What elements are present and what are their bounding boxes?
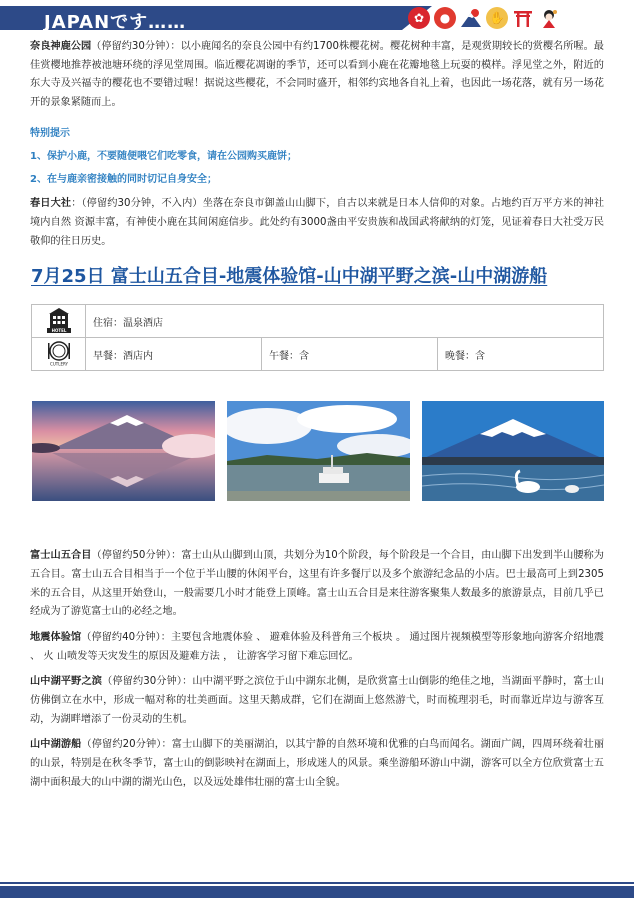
section-stay: （停留约40分钟）： — [81, 632, 172, 643]
header-icon-strip — [408, 4, 560, 32]
cutlery-icon — [45, 339, 73, 367]
daruma-icon: ● — [434, 7, 456, 29]
hotel-icon-label: HOTEL — [51, 327, 66, 333]
breakfast-cell: 早餐：酒店内 — [86, 338, 262, 371]
section-fuji-5th-station — [30, 547, 604, 622]
section-yamanaka-hirano — [30, 673, 604, 729]
lunch-cell: 午餐：含 — [262, 338, 438, 371]
section-yamanaka-cruise — [30, 736, 604, 792]
section-text: 主要包含地震体验 、 避难体验及科普角三个板块 。 通过图片视频模型等形象地向游客介绍地震 、 火 山喷发等天灾发生的原因及避难方法 ， 让游客学习留下难忘回忆。 — [30, 632, 604, 662]
section-stay: （停留约30分钟）： — [102, 676, 193, 687]
kasuga-paragraph — [30, 195, 604, 251]
nara-text: 以小鹿闻名的奈良公园中有约1700株樱花树。樱花树种丰富，是观赏期较长的赏樱名所喔。最佳赏樱地推荐被池塘环绕的浮见堂周围。临近樱花凋谢的季节，还可以看到小鹿在花瓣地毯上玩耍的模样。浮见堂之外，附近的东大寺及兴福寺的樱花也不要错过喔！据说这些樱花，不会同时盛开，相邻约宾地各自礼上着，也因此一场花落，就有另一场花开的景象紧随而上。 — [30, 41, 604, 108]
footer-line — [0, 882, 634, 884]
tips-title: 特别提示 — [30, 128, 70, 140]
meal-icon-cell — [32, 338, 86, 371]
header-title: JAPANです…… — [44, 12, 187, 33]
section-text: 山中湖平野之滨位于山中湖东北侧，是欣赏富士山倒影的绝佳之地，当湖面平静时，富士山仿佛倒立在水中，形成一幅对称的壮美画面。这里天鹅成群，它们在湖面上悠然游弋，时而梳理羽毛，时而靠近岸边与游客互动，为湖畔增添了一份灵动的生机。 — [30, 676, 605, 725]
section-earthquake-museum — [30, 629, 604, 667]
kasuga-stay: ：（停留约30分钟，不入内） — [71, 198, 203, 210]
section-stay: （停留约20分钟）： — [81, 739, 172, 750]
hotel-cell: 住宿：温泉酒店 — [86, 305, 604, 338]
section-name: 山中湖平野之滨 — [30, 676, 103, 687]
cutlery-icon-label: CUTLERY — [49, 361, 68, 366]
day-title: 7月25日 富士山五合目-地震体验馆-山中湖平野之滨-山中湖游船 — [31, 266, 548, 287]
torii-icon — [512, 7, 534, 29]
photo-fuji-reflection — [32, 401, 215, 501]
section-text: 富士山脚下的美丽湖泊，以其宁静的自然环境和优雅的白鸟而闻名。湖面广阔，四周环绕着壮丽的山景，特别是在秋冬季节，富士山的倒影映衬在湖面上，形成迷人的风景。乘坐游船环游山中湖，游客可以全方位欣赏富士五湖中面积最大的山中湖的湖光山色，以及远处雄伟壮丽的富士山全貌。 — [30, 739, 605, 788]
hotel-row — [32, 305, 604, 338]
nara-paragraph — [30, 38, 604, 112]
nara-name: 奈良神鹿公园 — [30, 41, 92, 52]
top-content — [30, 38, 604, 251]
dinner-cell: 晚餐：含 — [438, 338, 604, 371]
tip-item: 2、在与鹿亲密接触的同时切记自身安全； — [30, 174, 217, 186]
section-name: 山中湖游船 — [30, 739, 82, 750]
footer-bar — [0, 886, 634, 898]
tip-item: 1、保护小鹿，不要随便喂它们吃零食，请在公园购买鹿饼； — [30, 151, 297, 163]
kasuga-name: 春日大社 — [30, 198, 72, 210]
fan-icon: ✿ — [408, 7, 430, 29]
geisha-icon — [538, 7, 560, 29]
hotel-icon — [45, 306, 73, 334]
itinerary-info-table — [31, 304, 604, 371]
mount-fuji-icon — [460, 7, 482, 29]
hotel-icon-cell — [32, 305, 86, 338]
section-text: 富士山从山脚到山顶，共划分为10个阶段，每个阶段是一个合目，由山脚下出发到半山腰称为五合目。富士山五合目相当于一个位于半山腰的休闲平台，这里有许多餐厅以及多个旅游纪念品的小店。巴士最高可上到2305米的五合目，从这里开始登山，一般需要几小时才能登上顶峰。富士山五合目是来往游客聚集人数最多的旅游景点，目前几乎已经成为了游览富士山的必经之地。 — [30, 550, 604, 618]
kasuga-text: 坐落在奈良市御盖山山脚下，自古以来就是日本人信仰的对象。占地约百万平方米的神社境内自然 资源丰富，有神使小鹿在其间闲庭信步。此处约有3000盏由平安贵族和战国武将献纳的灯笼，见证着春日大社受万民敬仰的往日历史。 — [30, 198, 605, 247]
nara-stay: （停留约30分钟）： — [91, 41, 181, 52]
meal-row — [32, 338, 604, 371]
photo-lake-boat — [227, 401, 410, 501]
page-header — [0, 0, 634, 34]
section-name: 富士山五合目 — [30, 550, 92, 561]
lucky-cat-icon: ✋ — [486, 7, 508, 29]
section-stay: （停留约50分钟）： — [91, 550, 182, 561]
section-name: 地震体验馆 — [30, 632, 82, 643]
photo-fuji-swan — [422, 401, 604, 501]
